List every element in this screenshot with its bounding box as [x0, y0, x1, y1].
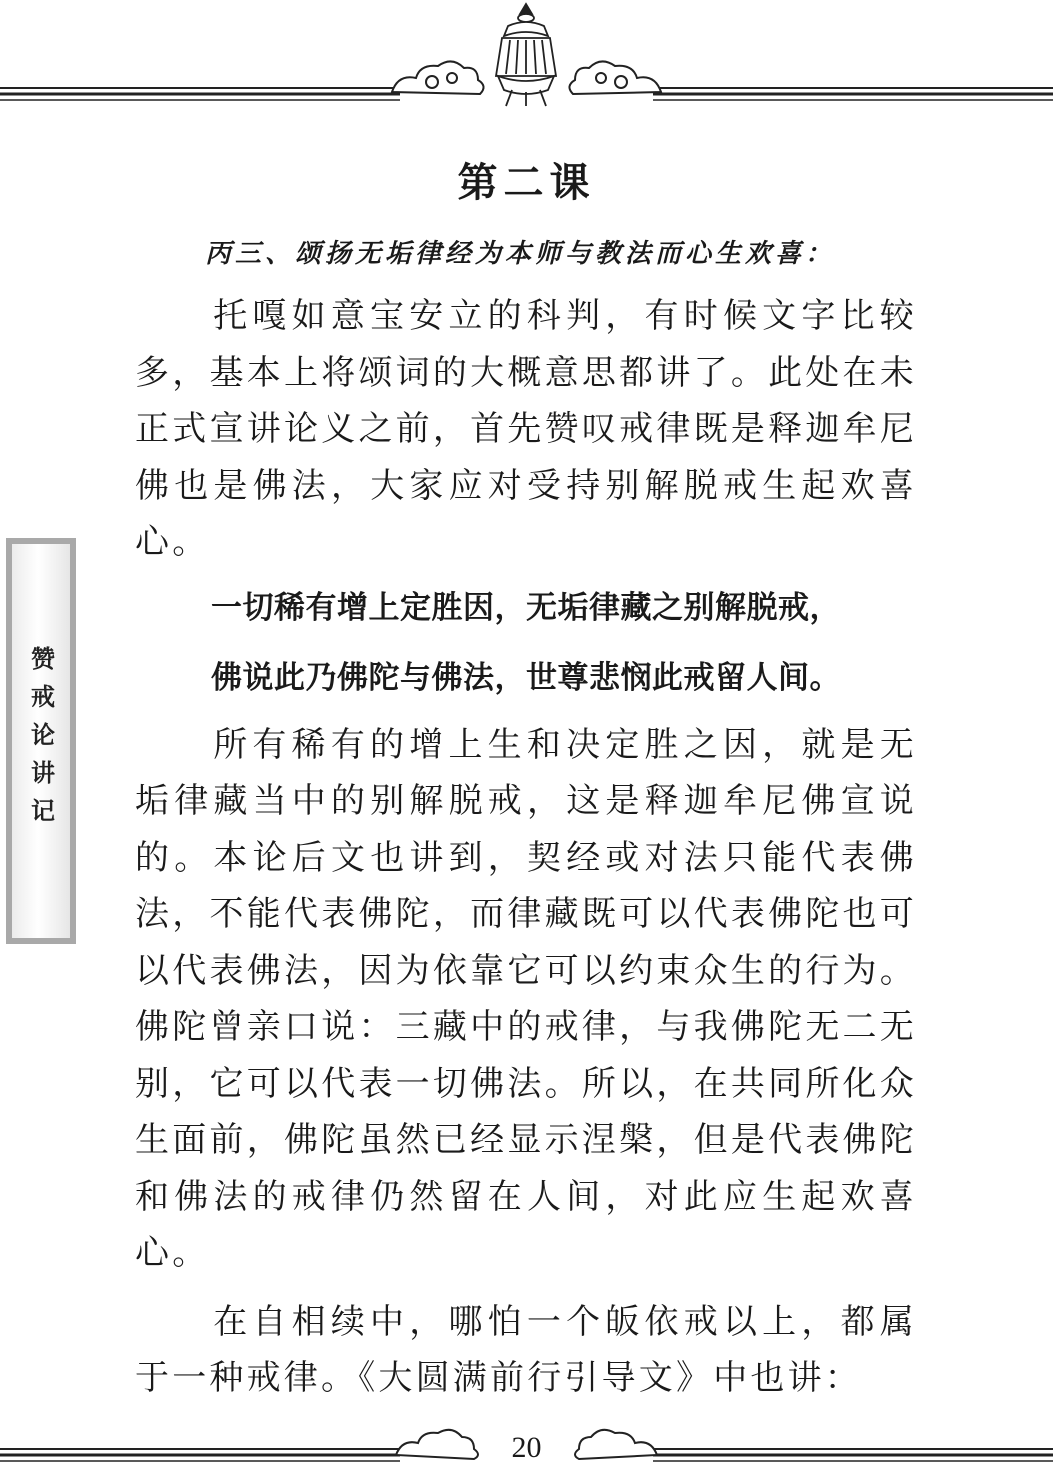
verse-line-1: 一切稀有增上定胜因，无垢律藏之别解脱戒， [211, 589, 841, 626]
page-number-text: 20 [500, 1431, 554, 1464]
main-content [135, 288, 917, 1407]
book-title-vertical: 赞戒论讲记 [26, 646, 55, 836]
header-ornament [0, 0, 1053, 120]
cloud-icon-right [569, 61, 661, 94]
victory-banner-icon [496, 4, 556, 106]
page-number [0, 1428, 1053, 1468]
verse-line-2: 佛说此乃佛陀与佛法，世尊悲悯此戒留人间。 [211, 659, 841, 696]
lesson-title: 第二课 [457, 160, 596, 206]
side-tab-inner [12, 544, 70, 938]
paragraph-explanation: 所有稀有的增上生和决定胜之因，就是无垢律藏当中的别解脱戒，这是释迦牟尼佛宣说的。本论后文也讲到，契经或对法只能代表佛法，不能代表佛陀，而律藏既可以代表佛陀也可以代表佛法，因为依靠它可以约束众生的行为。佛陀曾亲口说：三藏中的戒律，与我佛陀无二无别，它可以代表一切佛法。所以，在共同所化众生面前，佛陀虽然已经显示涅槃，但是代表佛陀和佛法的戒律仍然留在人间，对此应生起欢喜心。 [135, 724, 917, 1273]
paragraph-continuation: 在自相续中，哪怕一个皈依戒以上，都属于一种戒律。《大圆满前行引导文》中也讲： [135, 1301, 917, 1398]
cloud-icon-left [392, 61, 484, 94]
verse-block [135, 573, 917, 713]
side-tab [6, 538, 76, 944]
paragraph-intro: 托嘎如意宝安立的科判，有时候文字比较多，基本上将颂词的大概意思都讲了。此处在未正式宣讲论义之前，首先赞叹戒律既是释迦牟尼佛也是佛法，大家应对受持别解脱戒生起欢喜心。 [135, 296, 917, 562]
section-subtitle: 丙三、颂扬无垢律经为本师与教法而心生欢喜： [205, 239, 836, 269]
